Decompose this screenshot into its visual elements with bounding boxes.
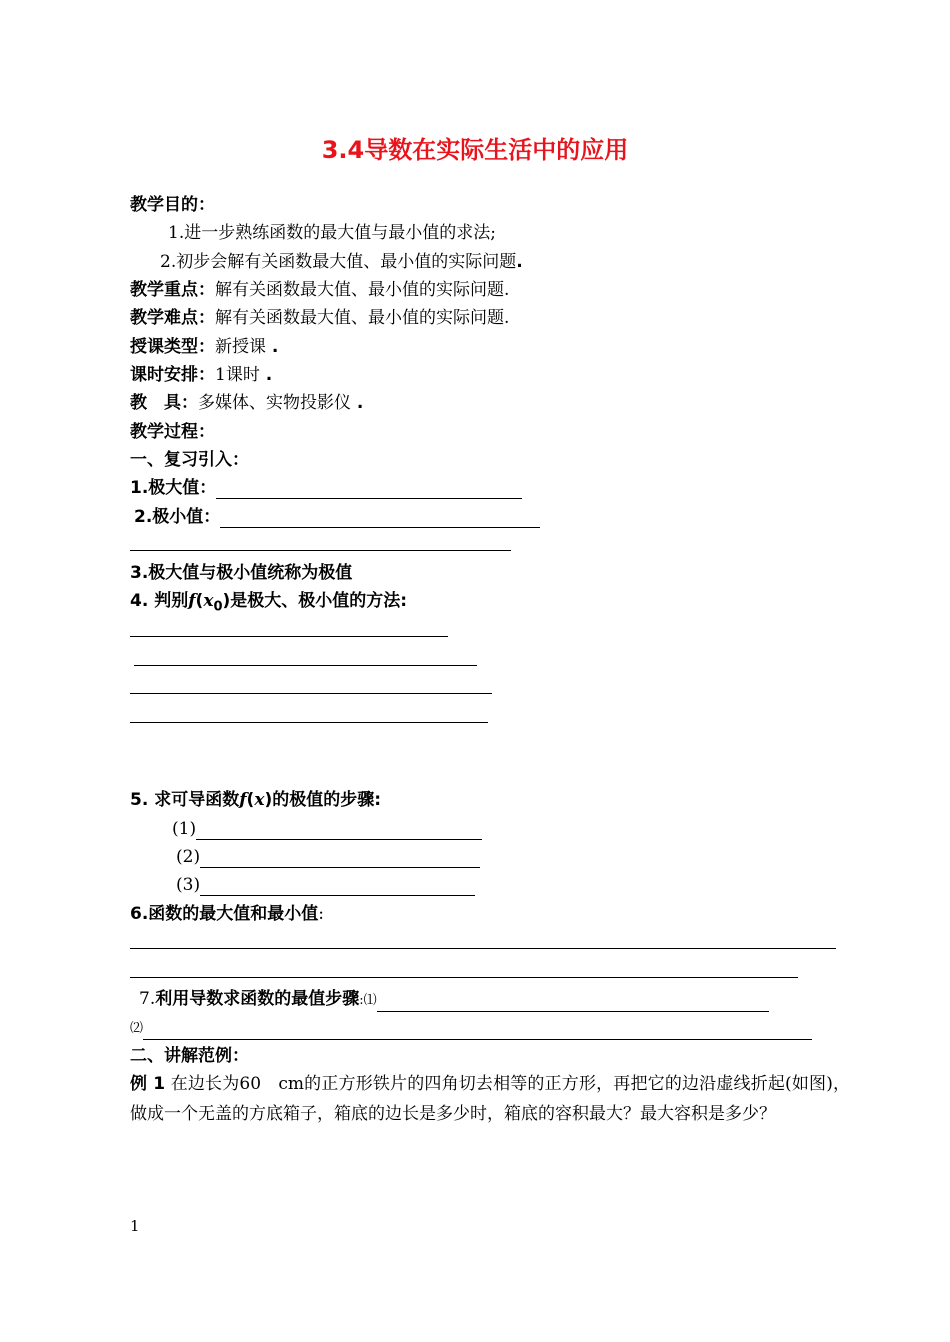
q4-answer-line-2	[134, 665, 477, 666]
q4-answer-line-1	[130, 636, 448, 637]
key-point-row	[130, 279, 509, 301]
objective-item-2: 2.初步会解有关函数最大值、最小值的实际问题.	[160, 252, 523, 272]
difficulty-row	[130, 307, 509, 329]
q4-sub: 0	[213, 599, 223, 615]
step3-blank	[200, 877, 475, 896]
schedule-text: 1课时	[215, 365, 260, 385]
objectives-label: 教学目的：	[130, 195, 215, 215]
process-label: 教学过程：	[130, 422, 215, 442]
tools-label: 教 具：	[130, 393, 198, 413]
q6-row	[130, 903, 324, 925]
step2-label: (2)	[176, 847, 201, 867]
difficulty-text: 解有关函数最大值、最小值的实际问题.	[215, 308, 510, 328]
lesson-type-label: 授课类型：	[130, 337, 215, 357]
lesson-type-row: 授课类型：新授课 .	[130, 337, 279, 357]
q4-arg: x	[203, 591, 214, 611]
objective-item-2-text: 2.初步会解有关函数最大值、最小值的实际问题	[160, 252, 517, 272]
q5-suffix: 的极值的步骤:	[272, 790, 382, 810]
q2-row	[134, 506, 540, 528]
q4-row: 4. 判别$f(x_0)$是极大、极小值的方法:	[130, 591, 408, 615]
q1-answer-blank	[216, 480, 522, 499]
q5-step-1	[172, 818, 482, 840]
process-row	[130, 421, 215, 443]
q2-label: 2.极小值：	[134, 507, 221, 527]
q6-answer-line-1	[130, 948, 836, 949]
lesson-type-text: 新授课	[215, 337, 266, 357]
example-1-text: 在边长为60 cm的正方形铁片的四角切去相等的正方形，再把它的边沿虚线折起(如图)，做成一个无盖的方底箱子，箱底的边长是多少时，箱底的容积最大？最大容积是多少？	[130, 1074, 850, 1124]
tools-text: 多媒体、实物投影仪	[198, 393, 351, 413]
q7-blank-1	[377, 993, 769, 1012]
q5-row: 5. 求可导函数f(x)的极值的步骤:	[130, 790, 382, 810]
section1-heading: 一、复习引入：	[130, 450, 249, 470]
q7-2-label: ⑵	[130, 1021, 144, 1036]
q7-row-2	[130, 1016, 812, 1040]
q3-text: 3.极大值与极小值统称为极值	[130, 563, 353, 583]
page-title: 3.4导数在实际生活中的应用	[321, 136, 629, 164]
q4-func: f	[188, 591, 196, 611]
schedule-row: 课时安排：1课时 .	[130, 365, 273, 385]
section2-heading: 二、讲解范例：	[130, 1046, 249, 1066]
q5-prefix: 5. 求可导函数	[130, 790, 240, 810]
q5-step-2	[176, 846, 480, 868]
q6-colon: :	[318, 904, 325, 924]
q5-arg: x	[254, 790, 265, 810]
q6-answer-line-2	[130, 977, 798, 978]
q5-step-3	[176, 874, 475, 896]
example-1-label: 例 1	[130, 1074, 166, 1094]
step2-blank	[200, 849, 480, 868]
q6-label: 6.函数的最大值和最小值	[130, 904, 319, 924]
q7-tail: :⑴	[359, 993, 377, 1008]
q1-label: 1.极大值：	[130, 478, 217, 498]
q7-label: 利用导数求函数的最值步骤	[155, 989, 360, 1009]
key-point-text: 解有关函数最大值、最小值的实际问题.	[215, 280, 510, 300]
step1-label: (1)	[172, 819, 197, 839]
objective-item-1: 1.进一步熟练函数的最大值与最小值的求法;	[168, 223, 496, 243]
tools-row: 教 具：多媒体、实物投影仪 .	[130, 393, 364, 413]
q4-answer-line-4	[130, 722, 488, 723]
step1-blank	[196, 821, 482, 840]
key-point-label: 教学重点：	[130, 280, 215, 300]
q1-row	[130, 477, 522, 499]
q7-number: 7.	[139, 989, 156, 1009]
q4-answer-line-3	[130, 693, 492, 694]
q2-answer-line-2	[130, 550, 511, 551]
objectives-heading	[130, 194, 215, 216]
schedule-label: 课时安排：	[130, 365, 215, 385]
difficulty-label: 教学难点：	[130, 308, 215, 328]
page-number: 1	[130, 1217, 140, 1235]
q4-prefix: 4. 判别	[130, 591, 189, 611]
q7-blank-2	[143, 1021, 812, 1040]
example-1-paragraph	[130, 1069, 850, 1129]
q2-answer-blank	[220, 509, 540, 528]
q7-row	[139, 988, 769, 1012]
q5-func: f	[239, 790, 247, 810]
q4-suffix: 是极大、极小值的方法:	[230, 591, 408, 611]
step3-label: (3)	[176, 875, 201, 895]
